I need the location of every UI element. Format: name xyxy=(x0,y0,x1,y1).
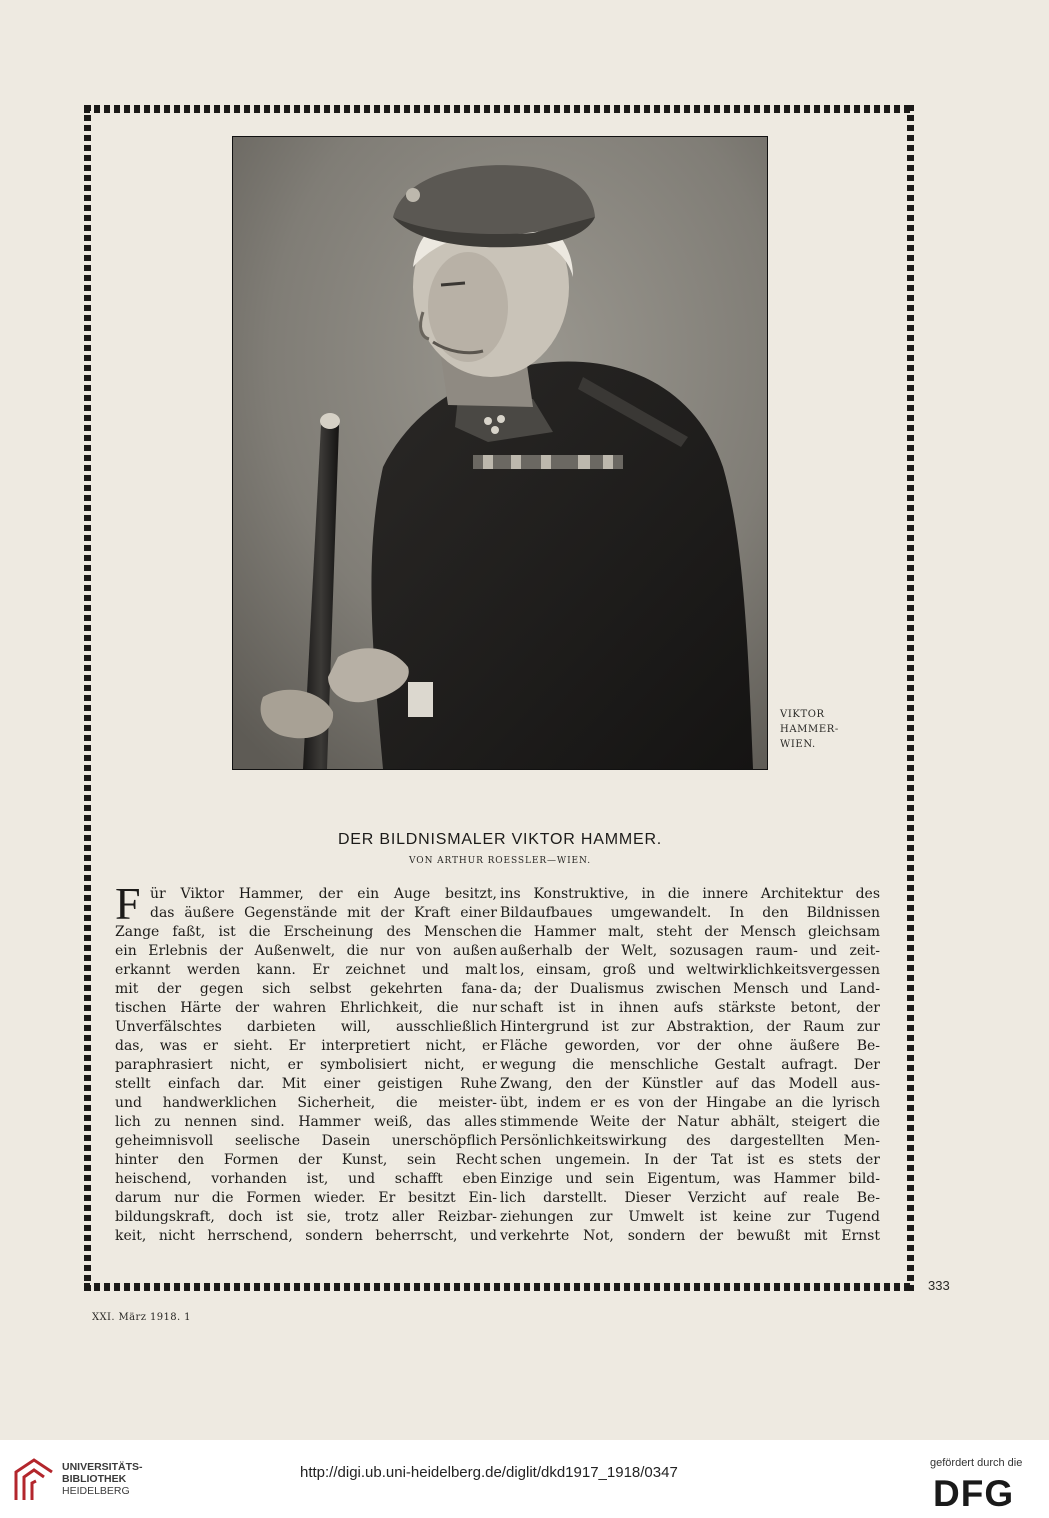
page-number: 333 xyxy=(928,1278,950,1293)
text-line: ür Viktor Hammer, der ein Auge besitzt, xyxy=(150,886,497,902)
decorative-frame-bottom xyxy=(84,1283,914,1291)
text-line: da; der Dualismus zwischen Mensch und Land- xyxy=(500,981,880,997)
text-line: ziehungen zur Umwelt ist keine zur Tugend xyxy=(500,1209,880,1225)
text-column-left xyxy=(115,878,497,1246)
text-line: tischen Härte der wahren Ehrlichkeit, die nur xyxy=(115,1000,497,1016)
text-line: los, einsam, groß und weltwirklichkeitsvergessen xyxy=(500,962,880,978)
text-line: und handwerklichen Sicherheit, die meister- xyxy=(115,1095,497,1111)
caption-line: VIKTOR xyxy=(780,709,825,720)
text-line: ins Konstruktive, in die innere Architektur des xyxy=(500,886,880,902)
text-line: schaft ist in ihnen aufs stärkste betont, der xyxy=(500,1000,880,1016)
university-library-name xyxy=(62,1461,143,1497)
decorative-frame-left xyxy=(84,105,91,1291)
article-byline: VON ARTHUR ROESSLER—WIEN. xyxy=(409,856,591,866)
text-column-right xyxy=(500,885,880,1246)
text-line: übt, indem er es von der Hingabe an die lyrisch xyxy=(500,1095,880,1111)
text-line: die Hammer malt, steht der Mensch gleichsam xyxy=(500,924,880,940)
text-line: mit der gegen sich selbst gekehrten fana- xyxy=(115,981,497,997)
portrait-illustration xyxy=(233,137,767,769)
library-name-line: UNIVERSITÄTS- xyxy=(62,1461,143,1473)
text-line: paraphrasiert nicht, er symbolisiert nicht, er xyxy=(115,1057,497,1073)
text-line: Bildaufbaues umgewandelt. In den Bildnissen xyxy=(500,905,880,921)
text-line: das äußere Gegenstände mit der Kraft einer xyxy=(150,905,497,921)
portrait-caption xyxy=(780,707,839,752)
text-line: erkannt werden kann. Er zeichnet und malt xyxy=(115,962,497,978)
footer-bar xyxy=(0,1440,1049,1518)
text-line: geheimnisvoll seelische Dasein unerschöpflich xyxy=(115,1133,497,1149)
text-line: heischend, vorhanden ist, und schafft eben xyxy=(115,1171,497,1187)
text-line: stellt einfach dar. Mit einer geistigen Ruhe xyxy=(115,1076,497,1092)
sponsor-label: gefördert durch die xyxy=(930,1457,1023,1469)
text-line: schen ungemein. In der Tat ist es stets der xyxy=(500,1152,880,1168)
text-line: Zwang, den der Künstler auf das Modell aus- xyxy=(500,1076,880,1092)
text-line: hinter den Formen der Kunst, sein Recht xyxy=(115,1152,497,1168)
text-line: Unverfälschtes darbieten will, ausschließlich xyxy=(115,1019,497,1035)
text-line: lich zu nennen sind. Hammer weiß, das alles xyxy=(115,1114,497,1130)
text-line: verkehrte Not, sondern der bewußt mit Ernst xyxy=(500,1228,880,1244)
issue-line: XXI. März 1918. 1 xyxy=(92,1312,191,1323)
text-line: bildungskraft, doch ist sie, trotz aller Reizbar- xyxy=(115,1209,497,1225)
caption-line: HAMMER- xyxy=(780,724,839,735)
article-title: DER BILDNISMALER VIKTOR HAMMER. xyxy=(337,831,663,848)
dfg-logo: DFG xyxy=(933,1473,1015,1514)
decorative-frame-top xyxy=(84,105,914,113)
text-line: Zange faßt, ist die Erscheinung des Menschen xyxy=(115,924,497,940)
text-line: außerhalb der Welt, sozusagen raum- und zeit- xyxy=(500,943,880,959)
text-line: Fläche geworden, vor der ohne äußere Be- xyxy=(500,1038,880,1054)
text-line: lich darstellt. Dieser Verzicht auf reale Be- xyxy=(500,1190,880,1206)
library-name-line: BIBLIOTHEK xyxy=(62,1473,127,1485)
portrait-painting xyxy=(232,136,768,770)
permalink-url[interactable]: http://digi.ub.uni-heidelberg.de/diglit/dkd1917_1918/0347 xyxy=(300,1464,678,1481)
text-line: Hintergrund ist zur Abstraktion, der Raum zur xyxy=(500,1019,880,1035)
text-line: Einzige und sein Eigentum, was Hammer bild- xyxy=(500,1171,880,1187)
text-line: ein Erlebnis der Außenwelt, die nur von außen xyxy=(115,943,497,959)
text-line: wegung die menschliche Gestalt aufragt. Der xyxy=(500,1057,880,1073)
drop-cap: F xyxy=(115,878,141,929)
library-name-line: HEIDELBERG xyxy=(62,1485,130,1497)
caption-line: WIEN. xyxy=(780,739,816,750)
decorative-frame-right xyxy=(907,105,914,1291)
text-line: keit, nicht herrschend, sondern beherrscht, und xyxy=(115,1228,497,1244)
text-line: Persönlichkeitswirkung des dargestellten Men- xyxy=(500,1133,880,1149)
text-line: stimmende Weite der Natur abhält, steigert die xyxy=(500,1114,880,1130)
university-library-logo-icon xyxy=(12,1456,56,1502)
text-line: das, was er sieht. Er interpretiert nicht, er xyxy=(115,1038,497,1054)
text-line: darum nur die Formen wieder. Er besitzt Ein- xyxy=(115,1190,497,1206)
